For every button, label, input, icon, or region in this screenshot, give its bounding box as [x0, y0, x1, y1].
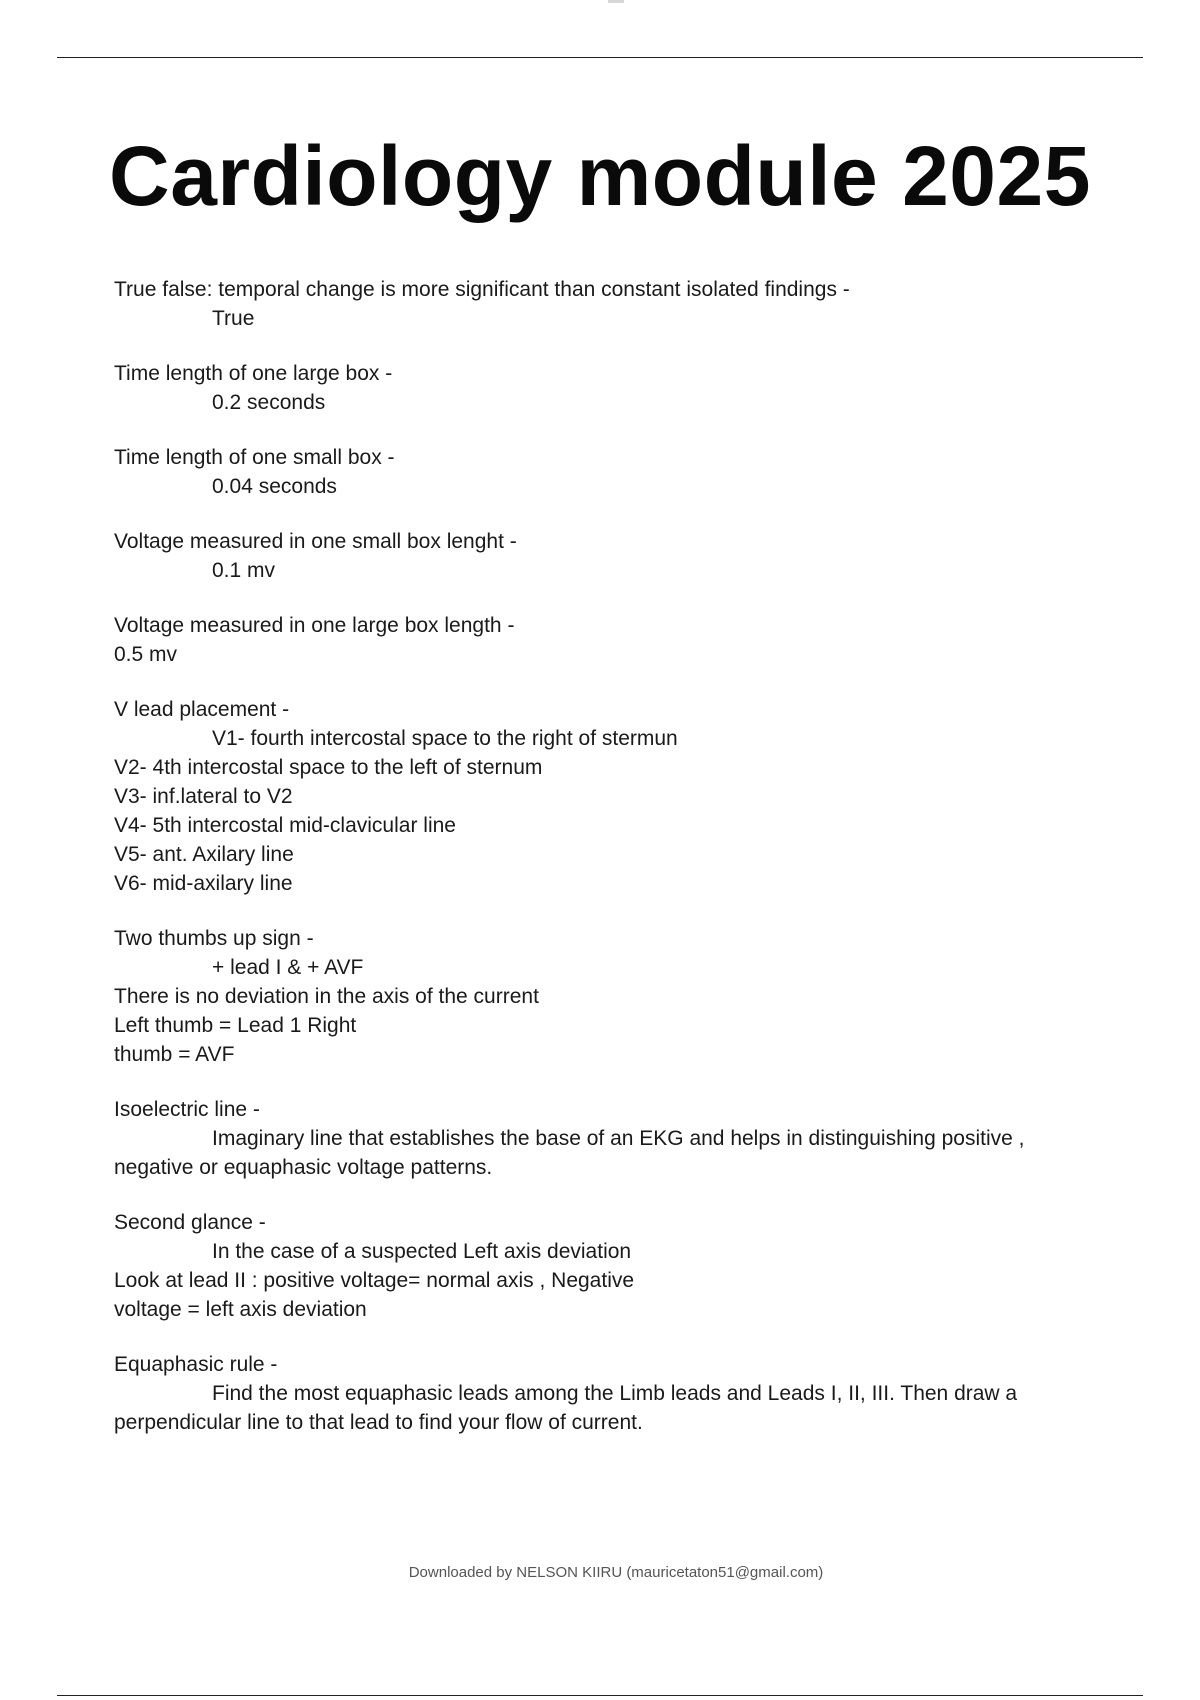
flashcard-entry [114, 359, 1114, 417]
flashcard-entry [114, 275, 1114, 333]
entry-answer: Left thumb = Lead 1 Right [114, 1014, 357, 1037]
top-divider [57, 57, 1143, 58]
entry-answer: 0.2 seconds [212, 391, 326, 414]
entry-answer: 0.5 mv [114, 643, 178, 666]
entry-answer: + lead I & + AVF [212, 956, 364, 979]
entry-answer: Look at lead II : positive voltage= normal axis , Negative [114, 1269, 635, 1292]
entry-answer: 0.04 seconds [212, 475, 337, 498]
entry-answer: V1- fourth intercostal space to the right of stermun [212, 727, 678, 750]
entry-answer: V5- ant. Axilary line [114, 843, 294, 866]
entry-answer: thumb = AVF [114, 1043, 235, 1066]
page-title: Cardiology module 2025 [109, 129, 1091, 223]
entry-answer: V6- mid-axilary line [114, 872, 293, 895]
flashcard-entry [114, 611, 1114, 669]
entry-term: Voltage measured in one large box length - [114, 614, 515, 637]
flashcard-entry [114, 1208, 1114, 1324]
entry-term: Two thumbs up sign - [114, 927, 314, 950]
entry-answer: V3- inf.lateral to V2 [114, 785, 293, 808]
entry-answer: V4- 5th intercostal mid-clavicular line [114, 814, 456, 837]
entry-answer: V2- 4th intercostal space to the left of sternum [114, 756, 543, 779]
entry-answer: voltage = left axis deviation [114, 1298, 367, 1321]
top-page-mark [608, 0, 624, 3]
entry-answer: perpendicular line to that lead to find your flow of current. [114, 1411, 643, 1434]
entry-term: Isoelectric line - [114, 1098, 260, 1121]
entry-answer: Find the most equaphasic leads among the Limb leads and Leads I, II, III. Then draw a [212, 1382, 1018, 1405]
flashcard-entry [114, 924, 1114, 1069]
entry-answer: In the case of a suspected Left axis deviation [212, 1240, 632, 1263]
entry-term: Voltage measured in one small box lenght - [114, 530, 517, 553]
entry-term: Equaphasic rule - [114, 1353, 278, 1376]
flashcard-entry [114, 1095, 1114, 1182]
flashcard-list [114, 275, 1114, 1463]
flashcard-entry [114, 1350, 1114, 1437]
download-footer: Downloaded by NELSON KIIRU (mauricetaton51@gmail.com) [408, 1564, 824, 1581]
entry-answer: There is no deviation in the axis of the current [114, 985, 539, 1008]
entry-answer: True [212, 307, 255, 330]
entry-term: Time length of one small box - [114, 446, 395, 469]
entry-term: Second glance - [114, 1211, 266, 1234]
entry-term: Time length of one large box - [114, 362, 393, 385]
entry-answer: 0.1 mv [212, 559, 276, 582]
entry-term: True false: temporal change is more significant than constant isolated findings - [114, 278, 850, 301]
flashcard-entry [114, 527, 1114, 585]
entry-answer: Imaginary line that establishes the base of an EKG and helps in distinguishing positive , [212, 1127, 1025, 1150]
flashcard-entry [114, 695, 1114, 898]
bottom-divider [57, 1695, 1143, 1696]
entry-answer: negative or equaphasic voltage patterns. [114, 1156, 493, 1179]
entry-term: V lead placement - [114, 698, 290, 721]
flashcard-entry [114, 443, 1114, 501]
